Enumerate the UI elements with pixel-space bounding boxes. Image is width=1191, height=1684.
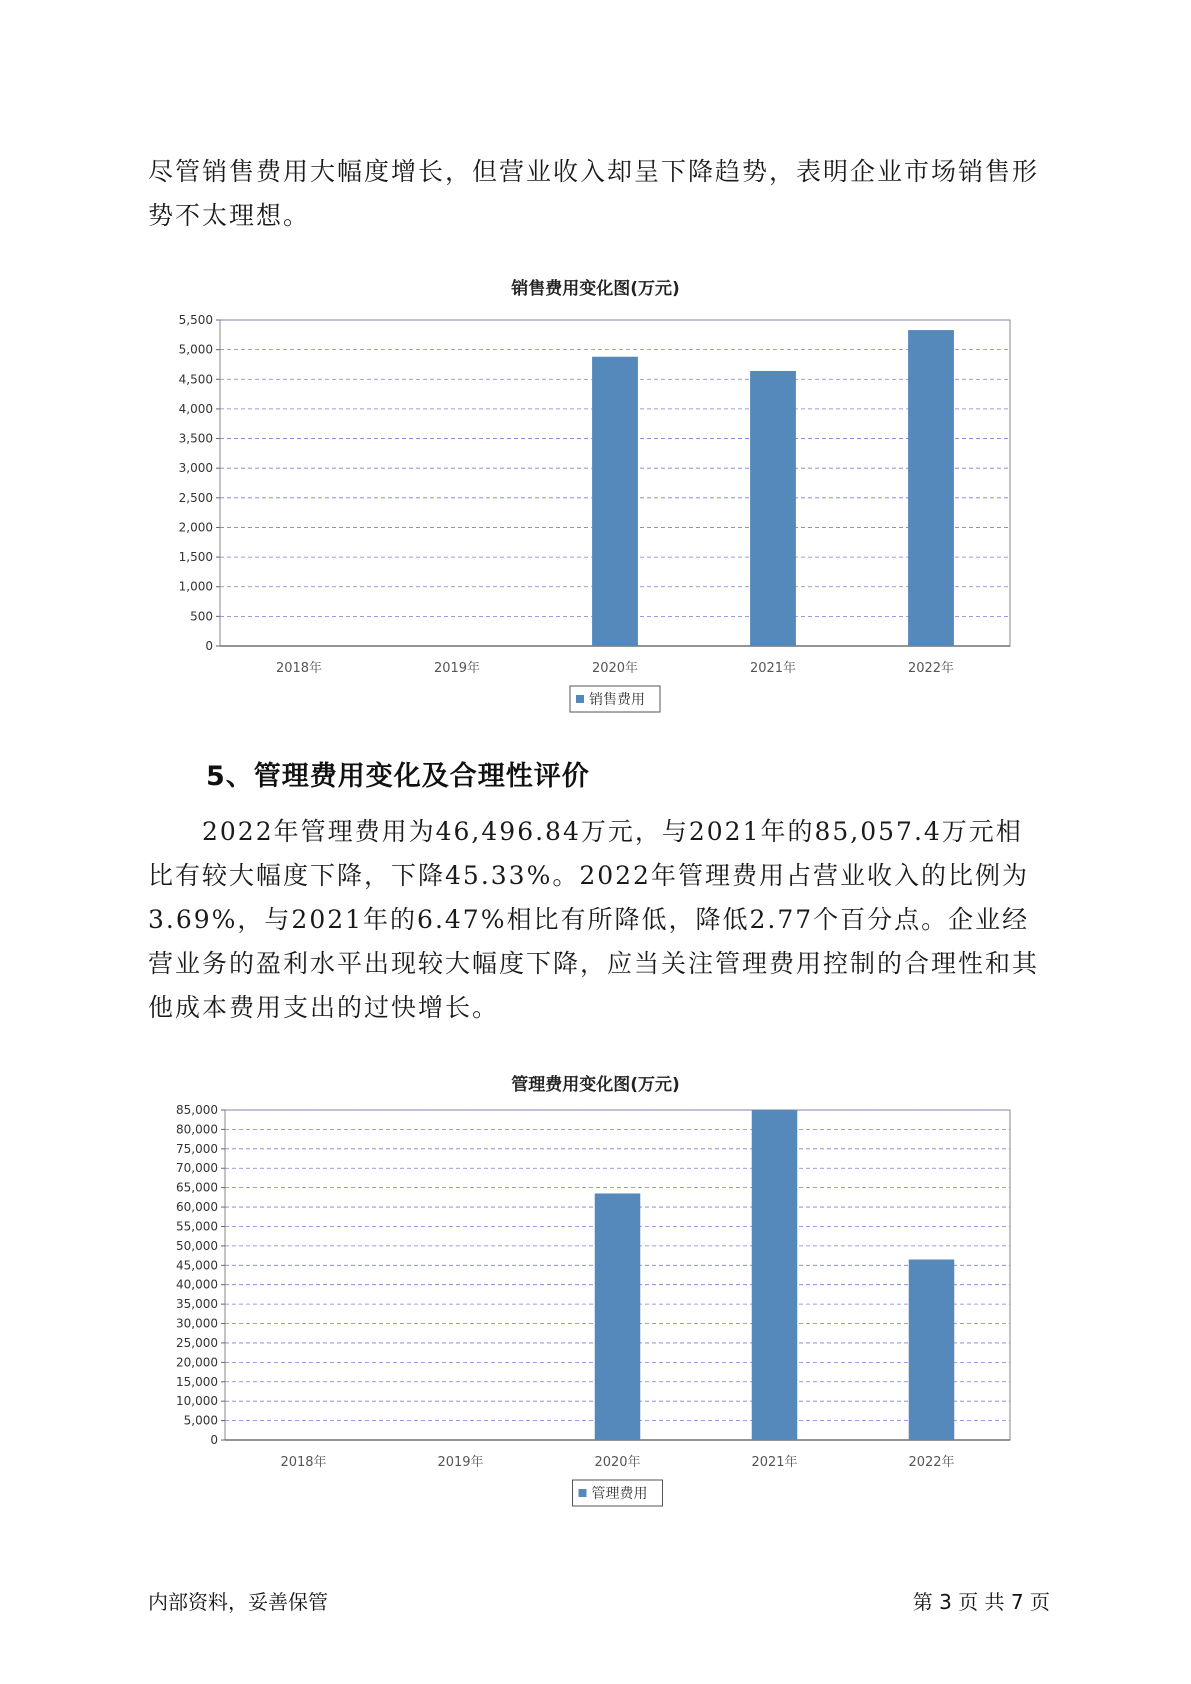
intro-paragraph: 尽管销售费用大幅度增长，但营业收入却呈下降趋势，表明企业市场销售形势不太理想。: [148, 157, 1040, 230]
y-tick-label: 85,000: [176, 1103, 218, 1117]
x-tick-label: 2019年: [437, 1455, 484, 1470]
x-tick-label: 2018年: [280, 1455, 327, 1470]
y-tick-label: 75,000: [176, 1141, 218, 1156]
sales-expense-chart: [0, 290, 1191, 730]
legend-label: 管理费用: [591, 1486, 648, 1502]
bar-2021年: [752, 1110, 798, 1440]
y-tick-label: 1,500: [178, 550, 213, 565]
y-tick-label: 3,500: [178, 431, 213, 446]
bar-2022年: [909, 1259, 955, 1440]
x-tick-label: 2022年: [907, 661, 955, 676]
y-tick-label: 2,000: [178, 520, 213, 535]
y-tick-label: 3,000: [178, 461, 213, 476]
section-paragraph: 2022年管理费用为46,496.84万元，与2021年的85,057.4万元相比有较大幅度下降，下降45.33%。2022年管理费用占营业收入的比例为3.69%，与2021年的6.47%相比有所降低，降低2.77个百分点。企业经营业务的盈利水平出现较大幅度下降，应当关注管理费用控制的合理性和其他成本费用支出的过快增长。: [148, 817, 1040, 1022]
x-tick-label: 2022年: [908, 1455, 955, 1470]
bar-2021年: [750, 371, 796, 646]
bar-2020年: [592, 357, 638, 646]
y-tick-label: 5,000: [178, 342, 213, 357]
footer-page-number: 第 3 页 共 7 页: [912, 1590, 1050, 1614]
y-tick-label: 10,000: [176, 1394, 218, 1409]
y-tick-label: 20,000: [176, 1355, 218, 1370]
admin-expense-chart: [0, 1100, 1191, 1530]
section-heading: 5、管理费用变化及合理性评价: [206, 761, 590, 792]
y-tick-label: 55,000: [176, 1219, 218, 1234]
x-tick-label: 2020年: [591, 661, 639, 676]
y-tick-label: 0: [210, 1433, 218, 1447]
legend-swatch: [576, 695, 584, 703]
x-tick-label: 2021年: [751, 1455, 798, 1470]
y-tick-label: 1,000: [178, 579, 213, 594]
admin-expense-chart-title: 管理费用变化图(万元): [511, 1075, 680, 1095]
footer-confidential-note: 内部资料，妥善保管: [148, 1590, 328, 1614]
y-tick-label: 4,000: [178, 401, 213, 416]
y-tick-label: 60,000: [176, 1200, 218, 1215]
y-tick-label: 0: [205, 639, 213, 653]
y-tick-label: 40,000: [176, 1277, 218, 1292]
y-tick-label: 45,000: [176, 1258, 218, 1273]
y-tick-label: 500: [190, 609, 213, 624]
y-tick-label: 4,500: [178, 372, 213, 387]
y-tick-label: 5,000: [183, 1413, 218, 1428]
legend-swatch: [579, 1489, 587, 1497]
y-tick-label: 65,000: [176, 1180, 218, 1195]
y-tick-label: 70,000: [176, 1161, 218, 1176]
x-tick-label: 2019年: [433, 661, 481, 676]
y-tick-label: 30,000: [176, 1316, 218, 1331]
x-tick-label: 2018年: [275, 661, 323, 676]
legend-label: 销售费用: [589, 692, 645, 708]
x-tick-label: 2020年: [594, 1455, 641, 1470]
y-tick-label: 5,500: [178, 313, 213, 327]
bar-2020年: [595, 1193, 641, 1440]
y-tick-label: 35,000: [176, 1297, 218, 1312]
y-tick-label: 80,000: [176, 1122, 218, 1137]
y-tick-label: 50,000: [176, 1238, 218, 1253]
y-tick-label: 25,000: [176, 1335, 218, 1350]
bar-2022年: [908, 330, 954, 646]
x-tick-label: 2021年: [749, 661, 797, 676]
y-tick-label: 2,500: [178, 490, 213, 505]
sales-expense-chart-title: 销售费用变化图(万元): [511, 279, 680, 299]
y-tick-label: 15,000: [176, 1374, 218, 1389]
